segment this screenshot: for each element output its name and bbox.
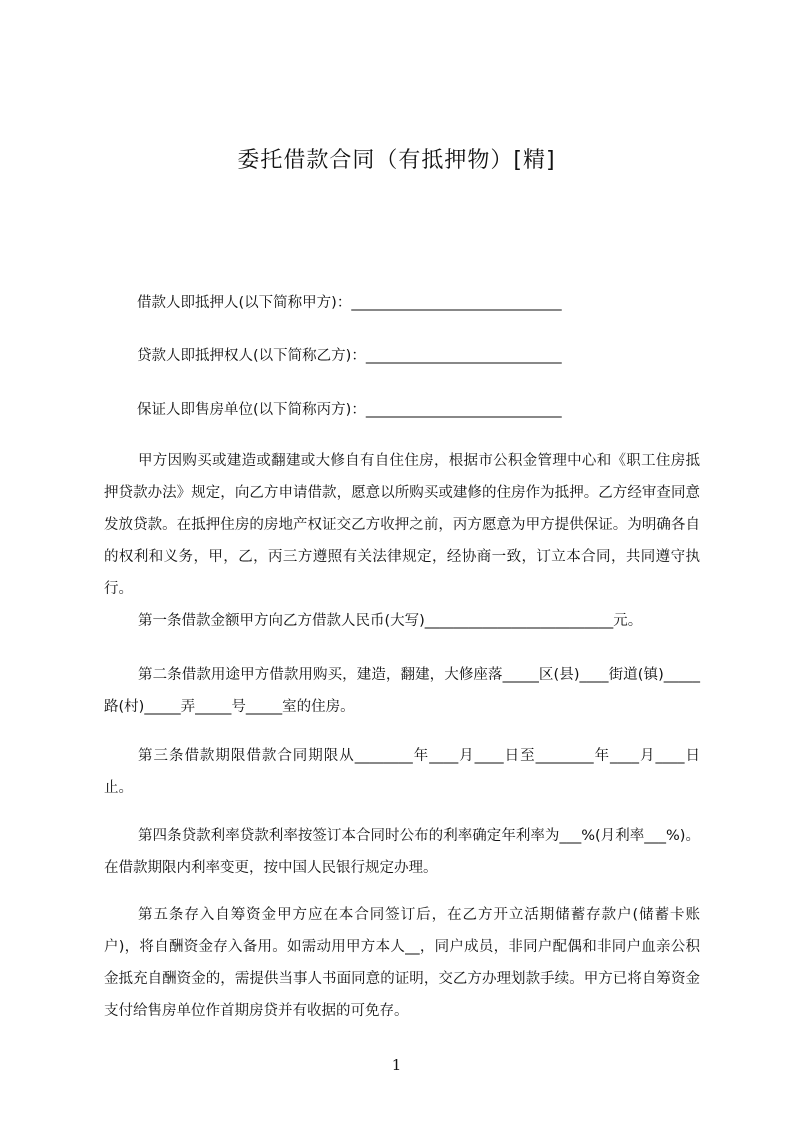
party-lender: 贷款人即抵押权人(以下简称乙方)：___________________________ bbox=[137, 348, 562, 364]
preamble-paragraph: 甲方因购买或建造或翻建或大修自有自住住房，根据市公积金管理中心和《职工住房抵押贷款办法》规定，向乙方申请借款，愿意以所购买或建修的住房作为抵押。乙方经审查同意发放贷款。在抵押住房的房地产权证交乙方收押之前，丙方愿意为甲方提供保证。为明确各自的权利和义务，甲，乙，丙三方遵照有关法律规定，经协商一致，订立本合同，共同遵守执行。 bbox=[104, 453, 700, 597]
article-5-funds: 第五条存入自筹资金甲方应在本合同签订后，在乙方开立活期储蓄存款户(储蓄卡账户)，将自酬资金存入备用。如需动用甲方本人__，同户成员，非同户配偶和非同户血亲公积金抵充自酬资金的，需提供当事人书面同意的证明，交乙方办理划款手续。甲方已将自筹资金支付给售房单位作首期房贷并有收据的可免存。 bbox=[104, 907, 700, 1019]
article-4-rate: 第四条贷款利率贷款利率按签订本合同时公布的利率确定年利率为___%(月利率___%)。在借款期限内利率变更，按中国人民银行规定办理。 bbox=[104, 828, 700, 876]
article-2-purpose: 第二条借款用途甲方借款用购买，建造，翻建，大修座落_____区(县)____街道(镇)_____路(村)_____弄_____号_____室的住房。 bbox=[104, 667, 700, 715]
party-borrower: 借款人即抵押人(以下简称甲方)：_____________________________ bbox=[137, 295, 562, 311]
party-guarantor: 保证人即售房单位(以下简称丙方)：___________________________ bbox=[137, 402, 562, 418]
article-1-amount: 第一条借款金额甲方向乙方借款人民币(大写)__________________________元。 bbox=[138, 613, 643, 629]
page-number: 1 bbox=[391, 1056, 402, 1074]
article-3-term: 第三条借款期限借款合同期限从________年____月____日至________年____月____日止。 bbox=[104, 748, 700, 796]
page-title: 委托借款合同（有抵押物）[精] bbox=[237, 148, 556, 173]
